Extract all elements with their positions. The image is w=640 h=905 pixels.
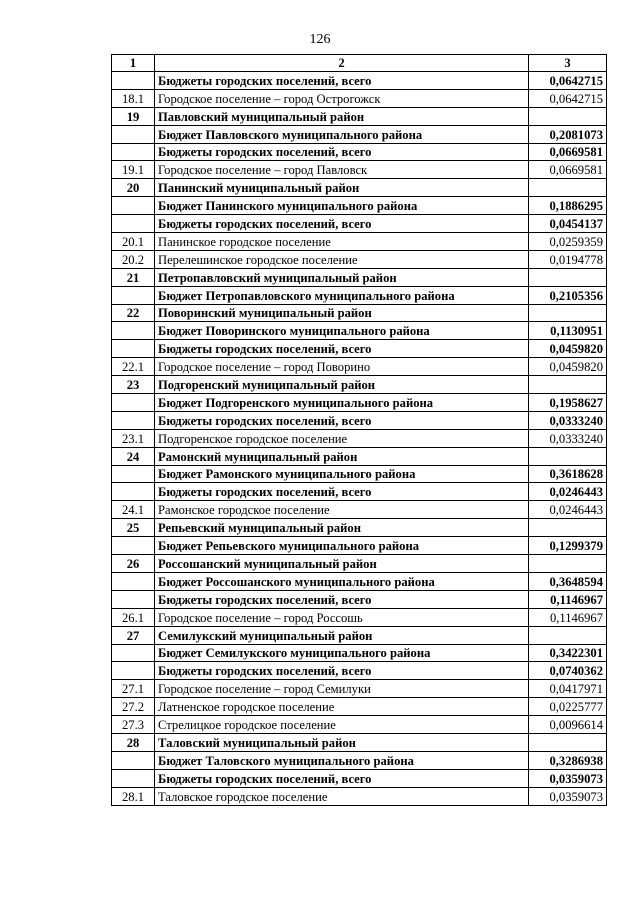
row-name: Бюджет Рамонского муниципального района <box>155 465 529 483</box>
page-number: 126 <box>309 32 331 47</box>
row-number: 28.1 <box>112 787 155 805</box>
row-number: 23 <box>112 376 155 394</box>
row-value: 0,0740362 <box>529 662 607 680</box>
row-number: 25 <box>112 519 155 537</box>
row-number <box>112 72 155 90</box>
row-name: Бюджет Петропавловского муниципального района <box>155 286 529 304</box>
row-name: Бюджеты городских поселений, всего <box>155 483 529 501</box>
table-row <box>112 161 607 179</box>
row-name: Россошанский муниципальный район <box>155 555 529 573</box>
row-number: 22.1 <box>112 358 155 376</box>
row-number: 23.1 <box>112 429 155 447</box>
row-number <box>112 215 155 233</box>
table-row <box>112 197 607 215</box>
table-row <box>112 644 607 662</box>
row-number <box>112 197 155 215</box>
row-number: 27.1 <box>112 680 155 698</box>
table-row <box>112 429 607 447</box>
row-value <box>529 733 607 751</box>
row-value: 0,0669581 <box>529 143 607 161</box>
row-name: Бюджеты городских поселений, всего <box>155 72 529 90</box>
table-row <box>112 376 607 394</box>
row-value: 0,0669581 <box>529 161 607 179</box>
row-value <box>529 179 607 197</box>
table-row <box>112 322 607 340</box>
row-number: 26.1 <box>112 608 155 626</box>
row-name: Стрелицкое городское поселение <box>155 716 529 734</box>
row-value: 0,1146967 <box>529 608 607 626</box>
row-number: 27 <box>112 626 155 644</box>
row-name: Подгоренское городское поселение <box>155 429 529 447</box>
row-value: 0,0333240 <box>529 429 607 447</box>
row-value: 0,3286938 <box>529 751 607 769</box>
row-name: Бюджеты городских поселений, всего <box>155 590 529 608</box>
table-row <box>112 519 607 537</box>
table-row <box>112 769 607 787</box>
row-value <box>529 304 607 322</box>
row-name: Городское поселение – город Семилуки <box>155 680 529 698</box>
row-number: 19.1 <box>112 161 155 179</box>
row-name: Бюджеты городских поселений, всего <box>155 769 529 787</box>
row-value: 0,0359073 <box>529 787 607 805</box>
row-value: 0,1146967 <box>529 590 607 608</box>
row-number <box>112 572 155 590</box>
row-value: 0,0459820 <box>529 340 607 358</box>
table-body <box>112 72 607 806</box>
row-name: Бюджет Поворинского муниципального района <box>155 322 529 340</box>
row-number: 20.2 <box>112 250 155 268</box>
row-value <box>529 447 607 465</box>
row-value: 0,0359073 <box>529 769 607 787</box>
table-row <box>112 555 607 573</box>
row-name: Рамонское городское поселение <box>155 501 529 519</box>
row-number <box>112 590 155 608</box>
table-row <box>112 179 607 197</box>
table-row <box>112 751 607 769</box>
row-name: Городское поселение – город Острогожск <box>155 89 529 107</box>
table-row <box>112 411 607 429</box>
row-number <box>112 411 155 429</box>
row-number: 27.3 <box>112 716 155 734</box>
row-value: 0,1886295 <box>529 197 607 215</box>
table-row <box>112 233 607 251</box>
row-value: 0,0459820 <box>529 358 607 376</box>
row-name: Бюджет Россошанского муниципального района <box>155 572 529 590</box>
row-number: 21 <box>112 268 155 286</box>
table-row <box>112 716 607 734</box>
row-name: Панинское городское поселение <box>155 233 529 251</box>
row-number <box>112 751 155 769</box>
row-name: Бюджет Репьевского муниципального района <box>155 537 529 555</box>
budget-distribution-table <box>111 54 607 806</box>
row-number: 26 <box>112 555 155 573</box>
row-number: 20.1 <box>112 233 155 251</box>
row-number <box>112 465 155 483</box>
row-value: 0,3618628 <box>529 465 607 483</box>
table-row <box>112 215 607 233</box>
row-value: 0,0246443 <box>529 483 607 501</box>
table-row <box>112 447 607 465</box>
row-name: Перелешинское городское поселение <box>155 250 529 268</box>
header-col-2: 2 <box>155 55 529 72</box>
table-row <box>112 733 607 751</box>
row-number: 28 <box>112 733 155 751</box>
row-number: 18.1 <box>112 89 155 107</box>
row-name: Бюджет Таловского муниципального района <box>155 751 529 769</box>
row-name: Бюджет Подгоренского муниципального района <box>155 394 529 412</box>
row-number <box>112 322 155 340</box>
row-number: 22 <box>112 304 155 322</box>
table-row <box>112 72 607 90</box>
row-value <box>529 376 607 394</box>
row-value: 0,1130951 <box>529 322 607 340</box>
table-row <box>112 89 607 107</box>
row-value <box>529 519 607 537</box>
header-col-3: 3 <box>529 55 607 72</box>
row-value: 0,0642715 <box>529 72 607 90</box>
row-value: 0,0417971 <box>529 680 607 698</box>
row-name: Бюджеты городских поселений, всего <box>155 411 529 429</box>
row-name: Поворинский муниципальный район <box>155 304 529 322</box>
row-value: 0,2105356 <box>529 286 607 304</box>
row-name: Павловский муниципальный район <box>155 107 529 125</box>
row-value <box>529 268 607 286</box>
table-row <box>112 572 607 590</box>
row-name: Панинский муниципальный район <box>155 179 529 197</box>
row-name: Городское поселение – город Поворино <box>155 358 529 376</box>
row-number <box>112 662 155 680</box>
row-name: Петропавловский муниципальный район <box>155 268 529 286</box>
row-number: 19 <box>112 107 155 125</box>
row-number: 24 <box>112 447 155 465</box>
row-value: 0,3422301 <box>529 644 607 662</box>
row-value: 0,0096614 <box>529 716 607 734</box>
row-number: 27.2 <box>112 698 155 716</box>
table-row <box>112 680 607 698</box>
row-name: Подгоренский муниципальный район <box>155 376 529 394</box>
table-row <box>112 304 607 322</box>
row-value: 0,0225777 <box>529 698 607 716</box>
table-row <box>112 698 607 716</box>
row-number <box>112 125 155 143</box>
table-row <box>112 250 607 268</box>
table-row <box>112 626 607 644</box>
row-name: Городское поселение – город Россошь <box>155 608 529 626</box>
row-name: Бюджет Панинского муниципального района <box>155 197 529 215</box>
row-name: Бюджет Павловского муниципального района <box>155 125 529 143</box>
table-row <box>112 358 607 376</box>
row-name: Таловский муниципальный район <box>155 733 529 751</box>
row-name: Семилукский муниципальный район <box>155 626 529 644</box>
row-name: Бюджеты городских поселений, всего <box>155 662 529 680</box>
row-name: Бюджеты городских поселений, всего <box>155 215 529 233</box>
header-col-1: 1 <box>112 55 155 72</box>
row-name: Таловское городское поселение <box>155 787 529 805</box>
row-value: 0,0454137 <box>529 215 607 233</box>
row-number: 24.1 <box>112 501 155 519</box>
row-value <box>529 626 607 644</box>
row-number <box>112 537 155 555</box>
row-value <box>529 555 607 573</box>
table-row <box>112 608 607 626</box>
row-name: Рамонский муниципальный район <box>155 447 529 465</box>
table-row <box>112 465 607 483</box>
row-number <box>112 769 155 787</box>
table-row <box>112 483 607 501</box>
table-row <box>112 340 607 358</box>
table-row <box>112 501 607 519</box>
row-value: 0,0246443 <box>529 501 607 519</box>
row-value: 0,2081073 <box>529 125 607 143</box>
row-value: 0,1299379 <box>529 537 607 555</box>
table-row <box>112 286 607 304</box>
row-number <box>112 143 155 161</box>
table-row <box>112 394 607 412</box>
table-row <box>112 787 607 805</box>
table-row <box>112 125 607 143</box>
row-value: 0,1958627 <box>529 394 607 412</box>
row-value: 0,0333240 <box>529 411 607 429</box>
table-header-row <box>112 55 607 72</box>
row-value: 0,0259359 <box>529 233 607 251</box>
row-number <box>112 340 155 358</box>
table-row <box>112 537 607 555</box>
row-value: 0,0642715 <box>529 89 607 107</box>
row-name: Городское поселение – город Павловск <box>155 161 529 179</box>
row-value: 0,0194778 <box>529 250 607 268</box>
row-value: 0,3648594 <box>529 572 607 590</box>
table-row <box>112 662 607 680</box>
row-name: Бюджет Семилукского муниципального района <box>155 644 529 662</box>
row-number <box>112 286 155 304</box>
row-number <box>112 483 155 501</box>
table-row <box>112 107 607 125</box>
row-name: Бюджеты городских поселений, всего <box>155 143 529 161</box>
table-row <box>112 143 607 161</box>
row-number <box>112 644 155 662</box>
row-name: Латненское городское поселение <box>155 698 529 716</box>
row-number <box>112 394 155 412</box>
row-value <box>529 107 607 125</box>
table-row <box>112 590 607 608</box>
row-name: Бюджеты городских поселений, всего <box>155 340 529 358</box>
row-number: 20 <box>112 179 155 197</box>
table-row <box>112 268 607 286</box>
row-name: Репьевский муниципальный район <box>155 519 529 537</box>
